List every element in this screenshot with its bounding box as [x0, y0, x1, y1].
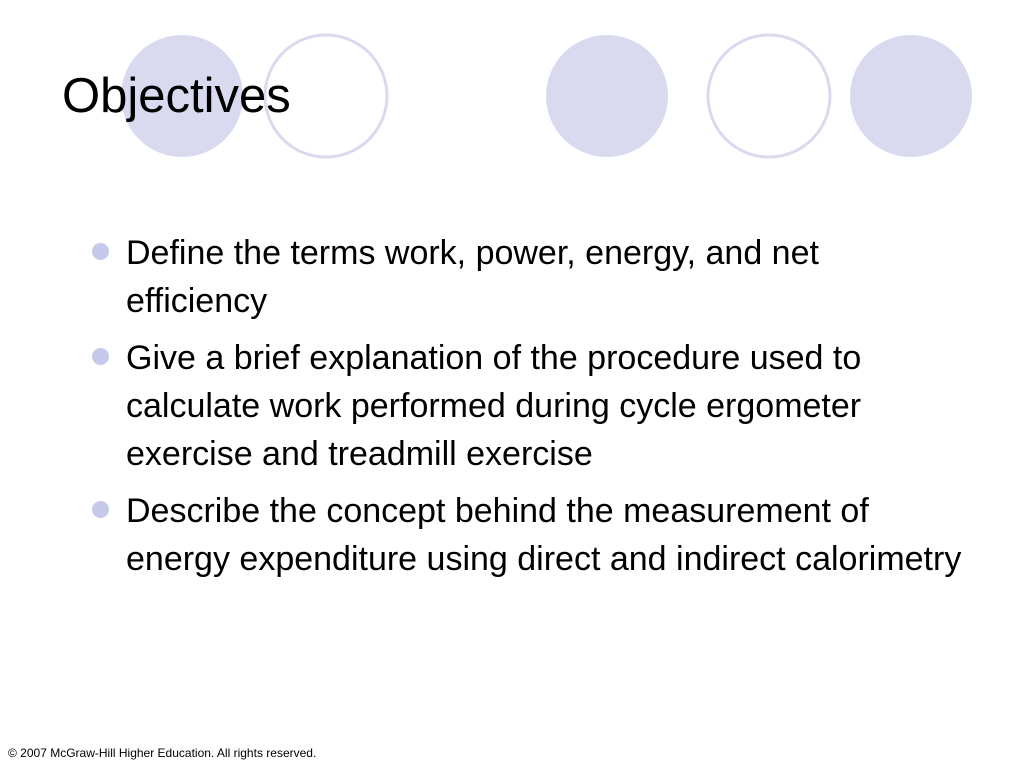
bullet-item — [88, 487, 968, 583]
bullet-circle-icon — [92, 243, 109, 260]
decor-circle-filled — [546, 35, 668, 157]
bullet-list — [88, 229, 968, 592]
bullet-text: Define the terms work, power, energy, and net efficiency — [126, 234, 819, 320]
bullet-circle-icon — [92, 348, 109, 365]
copyright-footer: © 2007 McGraw-Hill Higher Education. All rights reserved. — [8, 746, 317, 760]
bullet-item — [88, 229, 968, 325]
bullet-text: Describe the concept behind the measurement of energy expenditure using direct and indirect calorimetry — [126, 492, 962, 578]
decor-circle-outline — [708, 35, 830, 157]
slide-title: Objectives — [62, 69, 291, 123]
bullet-circle-icon — [92, 501, 109, 518]
decor-circle-filled — [850, 35, 972, 157]
bullet-item — [88, 334, 968, 478]
bullet-text: Give a brief explanation of the procedure used to calculate work performed during cycle ergometer exercise and treadmill exercise — [126, 339, 862, 473]
